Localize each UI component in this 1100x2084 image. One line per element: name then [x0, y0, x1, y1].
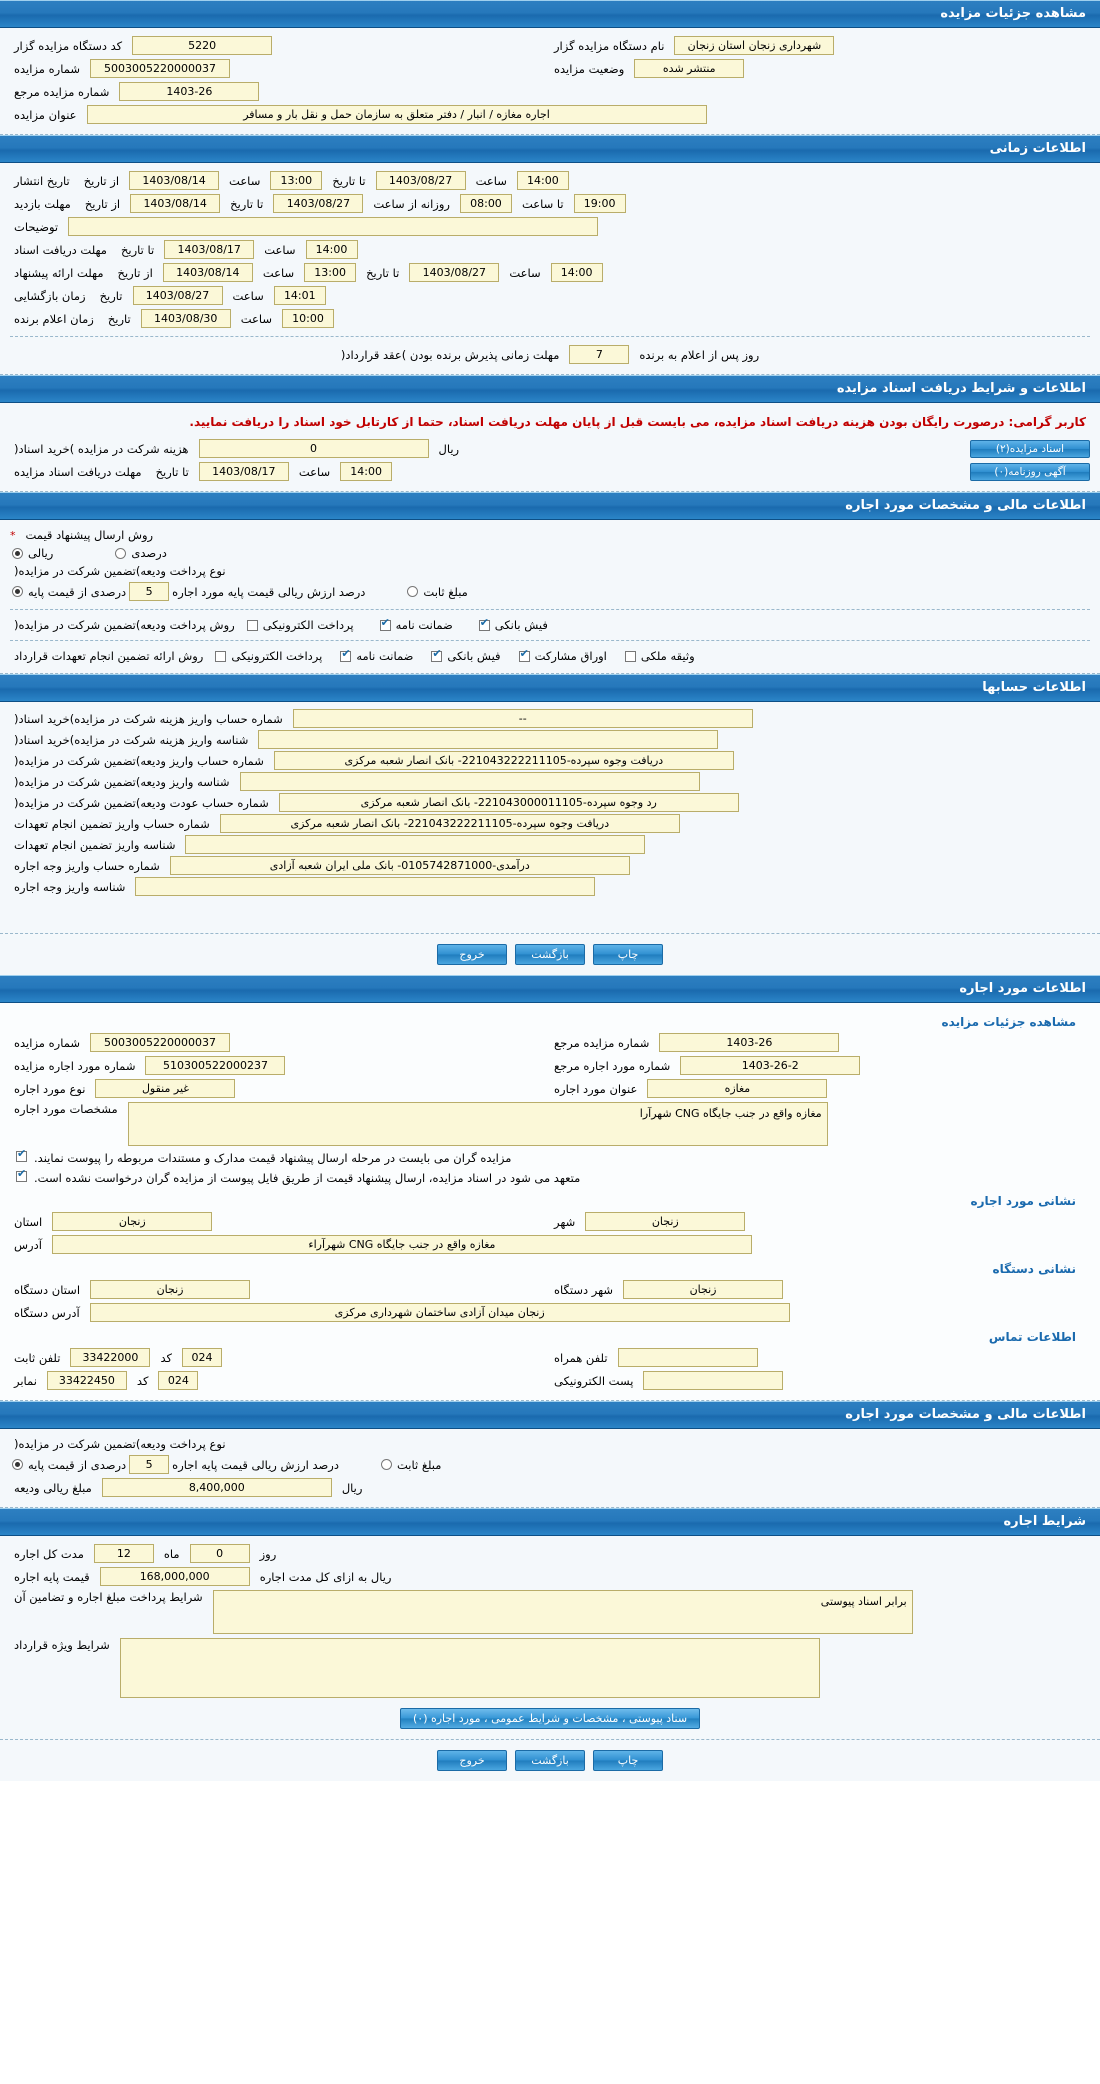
attach-docs-label: مزایده گران می بایست در مرحله ارسال پیشنهاد قیمت مدارک و مستندات مربوطه را پیوست نمایند. — [34, 1151, 512, 1165]
rent-ref-label: شماره مورد اجاره مرجع — [554, 1058, 671, 1073]
financial2-body — [0, 1429, 1100, 1508]
rent-number-value[interactable]: 510300522000237 — [145, 1056, 285, 1075]
rent-ref-value[interactable]: 1403-26-2 — [680, 1056, 860, 1075]
account-label: شناسه واریز هزینه شرکت در مزایده)خرید اسناد( — [14, 732, 249, 747]
winner-time[interactable]: 10:00 — [282, 309, 334, 328]
open-date-label: تاریخ — [99, 288, 123, 303]
publish-time-label-1: ساعت — [229, 173, 261, 188]
account-label: شماره حساب واریز ودیعه)تضمین شرکت در مزایده( — [14, 753, 264, 768]
email-label: پست الکترونیکی — [554, 1373, 634, 1388]
visit-to-date[interactable]: 1403/08/27 — [273, 194, 363, 213]
bid-deadline-label: مهلت ارائه پیشنهاد — [14, 265, 104, 280]
newspaper-ads-button[interactable]: آگهی روزنامه(۰) — [970, 463, 1090, 481]
base-price-unit: ریال به ازای کل مدت اجاره — [259, 1569, 392, 1584]
doc-cost-value[interactable]: 0 — [199, 439, 429, 458]
auction-code-value[interactable]: 5220 — [132, 36, 272, 55]
open-time-row — [10, 284, 1090, 307]
accounts-title: اطلاعات حسابها — [0, 674, 1100, 702]
bottom-button-bar — [0, 1740, 1100, 1781]
financial2-percent-suffix: درصد ارزش ریالی قیمت پایه اجاره — [172, 1457, 339, 1472]
doc-receive-time-label: ساعت — [298, 464, 331, 479]
financial-title: اطلاعات مالی و مشخصات مورد اجاره — [0, 492, 1100, 520]
bid-from-date[interactable]: 1403/08/14 — [163, 263, 253, 282]
duration-month-unit: ماه — [163, 1546, 180, 1561]
bid-deadline-row — [10, 261, 1090, 284]
print-button-bottom[interactable]: چاپ — [593, 1750, 663, 1771]
account-value[interactable]: رد وجوه سپرده-221043000011105- بانک انصار شعبه مرکزی — [279, 793, 739, 812]
financial2-percent-value[interactable]: 5 — [129, 1455, 169, 1474]
auction-title-value[interactable]: اجاره مغازه / انبار / دفتر متعلق به سازمان حمل و نقل بار و مسافر — [87, 105, 707, 124]
base-price-value[interactable]: 168,000,000 — [100, 1567, 250, 1586]
contract-method-bonds[interactable] — [517, 649, 607, 663]
bid-time-label-2: ساعت — [509, 265, 541, 280]
time-info-panel — [0, 135, 1100, 375]
org-city-value[interactable]: زنجان — [623, 1280, 783, 1299]
attachments-button[interactable]: سناد پیوستی ، مشخصات و شرایط عمومی ، مورد اجاره (۰) — [400, 1708, 700, 1729]
deposit-fixed-label: مبلغ ثابت — [423, 584, 468, 599]
org-province-value[interactable]: زنجان — [90, 1280, 250, 1299]
mobile-value[interactable] — [618, 1348, 758, 1367]
open-date[interactable]: 1403/08/27 — [133, 286, 223, 305]
contract-guarantee-label: روش ارائه تضمین انجام تعهدات قرارداد — [14, 649, 204, 663]
rent-ref-number-label: شماره مزایده مرجع — [554, 1035, 650, 1050]
financial2-deposit-type-label: نوع پرداخت ودیعه)تضمین شرکت در مزایده( — [14, 1437, 226, 1451]
price-method-label-row — [10, 526, 1090, 544]
publish-date-label: تاریخ انتشار — [14, 173, 70, 188]
contract-method-bonds-label: اوراق مشارکت — [534, 649, 607, 663]
auction-details-body — [0, 28, 1100, 135]
account-value[interactable] — [185, 835, 645, 854]
deposit-method-row — [10, 616, 1090, 634]
contract-method-property[interactable] — [623, 649, 695, 663]
account-label: شناسه واریز ودیعه)تضمین شرکت در مزایده( — [14, 774, 230, 789]
phone-value[interactable]: 33422000 — [70, 1348, 150, 1367]
duration-day-value[interactable]: 0 — [190, 1544, 250, 1563]
rent-address-section-label: نشانی مورد اجاره — [970, 1194, 1076, 1208]
doc-terms-notice: کاربر گرامی: درصورت رایگان بودن هزینه دریافت اسناد مزایده، می بایست قبل از پایان مهلت دریافت اسناد، حتما از کارتابل خود اسناد را دریافت نمایید. — [189, 415, 1086, 429]
publish-time-2[interactable]: 14:00 — [517, 171, 569, 190]
financial-body — [0, 520, 1100, 674]
rent-info-title: اطلاعات مورد اجاره — [0, 975, 1100, 1003]
contract-method-electronic[interactable] — [213, 649, 322, 663]
rent-province-value[interactable]: زنجان — [52, 1212, 212, 1231]
checkbox-contract-bonds[interactable] — [519, 651, 530, 662]
payment-terms-value[interactable]: برابر اسناد پیوستی — [213, 1590, 913, 1634]
visit-deadline-label: مهلت بازدید — [14, 196, 71, 211]
auction-number-value[interactable]: 5003005220000037 — [90, 59, 230, 78]
fax-label: نمابر — [14, 1373, 37, 1388]
rent-info-subtitle: مشاهده جزئیات مزایده — [941, 1015, 1076, 1029]
auction-status-value[interactable]: منتشر شده — [634, 59, 744, 78]
phone-label: تلفن ثابت — [14, 1350, 61, 1365]
contract-method-bank-receipt-label: فیش بانکی — [447, 649, 501, 663]
publish-from-date[interactable]: 1403/08/14 — [129, 171, 219, 190]
auction-status-label: وضعیت مزایده — [554, 61, 625, 76]
account-label: شماره حساب واریز هزینه شرکت در مزایده)خرید اسناد( — [14, 711, 283, 726]
doc-cost-unit: ریال — [438, 441, 460, 456]
publish-date-row — [10, 169, 1090, 192]
radio-financial2-percent[interactable] — [12, 1459, 23, 1470]
checkbox-electronic-payment[interactable] — [247, 620, 258, 631]
rent-auction-number-value[interactable]: 5003005220000037 — [90, 1033, 230, 1052]
winner-date-label: تاریخ — [107, 311, 131, 326]
account-row — [10, 855, 1090, 876]
phone-code-label: کد — [160, 1350, 172, 1365]
auction-documents-button[interactable]: اسناد مزایده(۲) — [970, 440, 1090, 458]
payment-terms-row — [10, 1588, 1090, 1636]
contract-method-bank-receipt[interactable] — [429, 649, 500, 663]
account-label: شناسه واریز وجه اجاره — [14, 879, 126, 894]
deposit-method-guarantee-label: ضمانت نامه — [395, 618, 453, 632]
duration-row — [10, 1542, 1090, 1565]
org-address-value[interactable]: زنجان میدان آزادی ساختمان شهرداری مرکزی — [90, 1303, 790, 1322]
email-value[interactable] — [643, 1371, 783, 1390]
rent-address-value[interactable]: مغازه واقع در جنب جایگاه CNG شهرآراء — [52, 1235, 752, 1254]
publish-from-label: از تاریخ — [83, 173, 120, 188]
checkbox-contract-electronic[interactable] — [215, 651, 226, 662]
visit-to-time-label: تا ساعت — [521, 196, 564, 211]
fax-code-value[interactable]: 024 — [158, 1371, 198, 1390]
doc-deadline-to-label: تا تاریخ — [120, 242, 155, 257]
exit-button-bottom[interactable]: خروج — [437, 1750, 507, 1771]
account-row — [10, 729, 1090, 750]
rent-city-value[interactable]: زنجان — [585, 1212, 745, 1231]
doc-receive-to-label: تا تاریخ — [155, 464, 189, 479]
price-method-option-rial[interactable] — [10, 546, 53, 560]
auction-org-value[interactable]: شهرداری زنجان استان زنجان — [674, 36, 834, 55]
winner-time-sublabel: ساعت — [240, 311, 273, 326]
price-method-rial-label: ریالی — [28, 546, 54, 560]
doc-deadline-time-label: ساعت — [264, 242, 296, 257]
deposit-type-label-row — [10, 562, 1090, 580]
rent-info-body — [0, 1003, 1100, 1401]
winner-time-label: زمان اعلام برنده — [14, 311, 94, 326]
winner-time-row — [10, 307, 1090, 330]
rent-info-panel — [0, 975, 1100, 1401]
doc-deadline-row — [10, 238, 1090, 261]
visit-time-2[interactable]: 19:00 — [574, 194, 626, 213]
account-row — [10, 834, 1090, 855]
visit-to-label: تا تاریخ — [230, 196, 264, 211]
account-value[interactable] — [258, 730, 718, 749]
acceptance-row — [10, 343, 1090, 366]
price-method-options — [10, 544, 1090, 562]
price-method-option-percent[interactable] — [113, 546, 166, 560]
attach-docs-check[interactable] — [10, 1148, 1090, 1168]
financial2-deposit-type-label-row — [10, 1435, 1090, 1453]
bid-from-label: از تاریخ — [117, 265, 153, 280]
account-label: شماره حساب واریز وجه اجاره — [14, 858, 160, 873]
visit-from-label: از تاریخ — [84, 196, 121, 211]
deposit-amount-row — [10, 1476, 1090, 1499]
contract-method-property-label: وثیقه ملکی — [640, 649, 695, 663]
auction-code-label: کد دستگاه مزایده گزار — [14, 38, 123, 53]
base-price-row — [10, 1565, 1090, 1588]
contract-method-guarantee-label: ضمانت نامه — [356, 649, 414, 663]
financial2-deposit-options — [10, 1453, 1090, 1476]
publish-time-label-2: ساعت — [475, 173, 507, 188]
exit-button-mid[interactable]: خروج — [437, 944, 507, 965]
auction-ref-number-label: شماره مزایده مرجع — [14, 84, 110, 99]
rent-type-label: نوع مورد اجاره — [14, 1081, 86, 1096]
duration-label: مدت کل اجاره — [14, 1546, 84, 1561]
account-value[interactable]: درآمدی-0105742871000- بانک ملی ایران شعبه آزادی — [170, 856, 630, 875]
radio-deposit-fixed[interactable] — [407, 586, 418, 597]
auction-org-label: نام دستگاه مزایده گزار — [554, 38, 665, 53]
financial2-deposit-option-percent[interactable] — [10, 1455, 339, 1474]
no-attach-price-check[interactable] — [10, 1168, 1090, 1188]
checkbox-contract-guarantee[interactable] — [340, 651, 351, 662]
bid-time-2[interactable]: 14:00 — [551, 263, 603, 282]
rent-terms-title: شرایط اجاره — [0, 1508, 1100, 1536]
deposit-method-bank-receipt-label: فیش بانکی — [494, 618, 548, 632]
mid-button-bar — [0, 934, 1100, 975]
doc-receive-date[interactable]: 1403/08/17 — [199, 462, 289, 481]
contract-guarantee-row — [10, 647, 1090, 665]
account-label: شماره حساب واریز تضمین انجام تعهدات — [14, 816, 210, 831]
account-row — [10, 750, 1090, 771]
winner-date[interactable]: 1403/08/30 — [141, 309, 231, 328]
account-value[interactable] — [135, 877, 595, 896]
doc-deadline-date[interactable]: 1403/08/17 — [164, 240, 254, 259]
visit-from-date[interactable]: 1403/08/14 — [130, 194, 220, 213]
radio-rial[interactable] — [12, 548, 23, 559]
deposit-option-percent[interactable] — [10, 582, 365, 601]
radio-financial2-fixed[interactable] — [381, 1459, 392, 1470]
account-value[interactable]: دریافت وجوه سپرده-221043222211105- بانک انصار شعبه مرکزی — [274, 751, 734, 770]
price-method-label: روش ارسال پیشنهاد قیمت — [25, 528, 154, 542]
checkbox-guarantee-letter[interactable] — [380, 620, 391, 631]
base-price-label: قیمت پایه اجاره — [14, 1569, 90, 1584]
financial2-title: اطلاعات مالی و مشخصات مورد اجاره — [0, 1401, 1100, 1429]
checkbox-contract-bank-receipt[interactable] — [431, 651, 442, 662]
deposit-percent-suffix: درصد ارزش ریالی قیمت پایه مورد اجاره — [172, 584, 366, 599]
visit-deadline-row — [10, 192, 1090, 215]
doc-cost-label: هزینه شرکت در مزایده )خرید اسناد( — [14, 441, 189, 456]
deposit-method-bank-receipt[interactable] — [477, 618, 548, 632]
org-address-label: آدرس دستگاه — [14, 1305, 80, 1320]
back-button-mid[interactable]: بازگشت — [515, 944, 585, 965]
deposit-type-options — [10, 580, 1090, 603]
checkbox-no-attach-price[interactable] — [16, 1171, 27, 1182]
rent-province-label: استان — [14, 1214, 43, 1229]
deposit-amount-unit: ریال — [341, 1480, 363, 1495]
deposit-amount-label: مبلغ ریالی ودیعه — [14, 1480, 92, 1495]
doc-receive-time[interactable]: 14:00 — [340, 462, 392, 481]
publish-time-1[interactable]: 13:00 — [270, 171, 322, 190]
auction-details-title: مشاهده جزئیات مزایده — [0, 0, 1100, 28]
account-value[interactable] — [240, 772, 700, 791]
deposit-percent-value[interactable]: 5 — [129, 582, 169, 601]
special-terms-value[interactable] — [120, 1638, 820, 1698]
account-row — [10, 708, 1090, 729]
rent-city-label: شهر — [554, 1214, 576, 1229]
print-button-mid[interactable]: چاپ — [593, 944, 663, 965]
open-time[interactable]: 14:01 — [274, 286, 326, 305]
doc-terms-body — [0, 403, 1100, 492]
rent-spec-label: مشخصات مورد اجاره — [14, 1102, 118, 1116]
doc-deadline-label: مهلت دریافت اسناد — [14, 242, 107, 257]
fax-code-label: کد — [136, 1373, 149, 1388]
phone-code-value[interactable]: 024 — [182, 1348, 222, 1367]
price-method-percent-label: درصدی — [131, 546, 167, 560]
description-row — [10, 215, 1090, 238]
deposit-option-fixed[interactable] — [405, 585, 467, 599]
deposit-amount-value[interactable]: 8,400,000 — [102, 1478, 332, 1497]
accounts-body — [0, 702, 1100, 934]
attachments-row — [10, 1700, 1090, 1731]
auction-title-label: عنوان مزایده — [14, 107, 77, 122]
auction-details-panel — [0, 0, 1100, 135]
account-value[interactable]: -- — [293, 709, 753, 728]
radio-percent[interactable] — [115, 548, 126, 559]
publish-to-date[interactable]: 1403/08/27 — [376, 171, 466, 190]
rent-title-value[interactable]: مغازه — [647, 1079, 827, 1098]
rent-ref-number-value[interactable]: 1403-26 — [659, 1033, 839, 1052]
time-info-title: اطلاعات زمانی — [0, 135, 1100, 163]
time-info-body — [0, 163, 1100, 375]
open-time-label: زمان بازگشایی — [14, 288, 86, 303]
doc-deadline-row-2 — [10, 460, 1090, 483]
financial2-panel — [0, 1401, 1100, 1508]
doc-terms-title: اطلاعات و شرایط دریافت اسناد مزایده — [0, 375, 1100, 403]
checkbox-attach-docs[interactable] — [16, 1151, 27, 1162]
acceptance-label-start: مهلت زمانی پذیرش برنده بودن )عقد قرارداد( — [340, 347, 560, 362]
deposit-method-electronic-label: پرداخت الکترونیکی — [262, 618, 354, 632]
auction-ref-number-value[interactable]: 1403-26 — [119, 82, 259, 101]
bid-time-1[interactable]: 13:00 — [304, 263, 356, 282]
payment-terms-label: شرایط پرداخت مبلغ اجاره و تضامین آن — [14, 1590, 203, 1604]
bid-to-label: تا تاریخ — [366, 265, 400, 280]
rent-title-label: عنوان مورد اجاره — [554, 1081, 638, 1096]
auction-number-label: شماره مزایده — [14, 61, 80, 76]
account-label: شناسه واریز تضمین انجام تعهدات — [14, 837, 176, 852]
back-button-bottom[interactable]: بازگشت — [515, 1750, 585, 1771]
acceptance-label-end: روز پس از اعلام به برنده — [639, 347, 760, 362]
account-row — [10, 771, 1090, 792]
account-row — [10, 813, 1090, 834]
rent-auction-number-label: شماره مزایده — [14, 1035, 80, 1050]
rent-terms-panel — [0, 1508, 1100, 1740]
duration-month-value[interactable]: 12 — [94, 1544, 154, 1563]
special-terms-row — [10, 1636, 1090, 1700]
deposit-method-label: روش پرداخت ودیعه)تضمین شرکت در مزایده( — [14, 618, 235, 632]
contract-method-electronic-label: پرداخت الکترونیکی — [231, 649, 323, 663]
doc-cost-row — [10, 437, 1090, 460]
deposit-type-label: نوع پرداخت ودیعه)تضمین شرکت در مزایده( — [14, 564, 226, 578]
fax-value[interactable]: 33422450 — [47, 1371, 127, 1390]
account-label: شماره حساب عودت ودیعه)تضمین شرکت در مزایده( — [14, 795, 269, 810]
rent-type-value[interactable]: غیر منقول — [95, 1079, 235, 1098]
rent-spec-value[interactable]: مغازه واقع در جنب جایگاه CNG شهرآرا — [128, 1102, 828, 1146]
acceptance-days-value[interactable]: 7 — [569, 345, 629, 364]
account-row — [10, 876, 1090, 897]
financial2-deposit-option-fixed[interactable] — [379, 1458, 441, 1472]
financial2-percent-label: درصدی از قیمت پایه — [28, 1457, 127, 1472]
contact-section-label: اطلاعات تماس — [988, 1330, 1076, 1344]
duration-day-unit: روز — [259, 1546, 277, 1561]
deposit-percent-label: درصدی از قیمت پایه — [28, 584, 127, 599]
doc-deadline-time[interactable]: 14:00 — [306, 240, 358, 259]
bid-time-label-1: ساعت — [262, 265, 295, 280]
mobile-label: تلفن همراه — [554, 1350, 608, 1365]
org-city-label: شهر دستگاه — [554, 1282, 614, 1297]
rent-address-label: آدرس — [14, 1237, 42, 1252]
visit-time-1[interactable]: 08:00 — [460, 194, 512, 213]
checkbox-contract-property[interactable] — [625, 651, 636, 662]
account-row — [10, 792, 1090, 813]
required-asterisk: * — [10, 528, 16, 542]
radio-deposit-percent[interactable] — [12, 586, 23, 597]
doc-terms-panel — [0, 375, 1100, 492]
checkbox-bank-receipt[interactable] — [479, 620, 490, 631]
deposit-method-electronic[interactable] — [245, 618, 354, 632]
no-attach-price-label: متعهد می شود در اسناد مزایده، ارسال پیشنهاد قیمت از طریق فایل پیوست از مزایده گران درخواست نشده است. — [34, 1171, 581, 1185]
org-address-section-label: نشانی دستگاه — [992, 1262, 1076, 1276]
financial-panel — [0, 492, 1100, 674]
rent-terms-body — [0, 1536, 1100, 1740]
contract-method-guarantee[interactable] — [338, 649, 413, 663]
accounts-panel — [0, 674, 1100, 934]
deposit-method-guarantee[interactable] — [378, 618, 453, 632]
visit-daily-label: روزانه از ساعت — [373, 196, 450, 211]
special-terms-label: شرایط ویژه قرارداد — [14, 1638, 110, 1652]
doc-receive-deadline-label: مهلت دریافت اسناد مزایده — [14, 464, 142, 479]
rent-number-label: شماره مورد اجاره مزایده — [14, 1058, 136, 1073]
publish-to-label: تا تاریخ — [332, 173, 366, 188]
open-time-sublabel: ساعت — [232, 288, 264, 303]
bid-to-date[interactable]: 1403/08/27 — [409, 263, 499, 282]
financial2-fixed-label: مبلغ ثابت — [396, 1457, 442, 1472]
org-province-label: استان دستگاه — [14, 1282, 81, 1297]
description-label: توضیحات — [14, 219, 59, 234]
description-value[interactable] — [68, 217, 598, 236]
account-value[interactable]: دریافت وجوه سپرده-221043222211105- بانک انصار شعبه مرکزی — [220, 814, 680, 833]
